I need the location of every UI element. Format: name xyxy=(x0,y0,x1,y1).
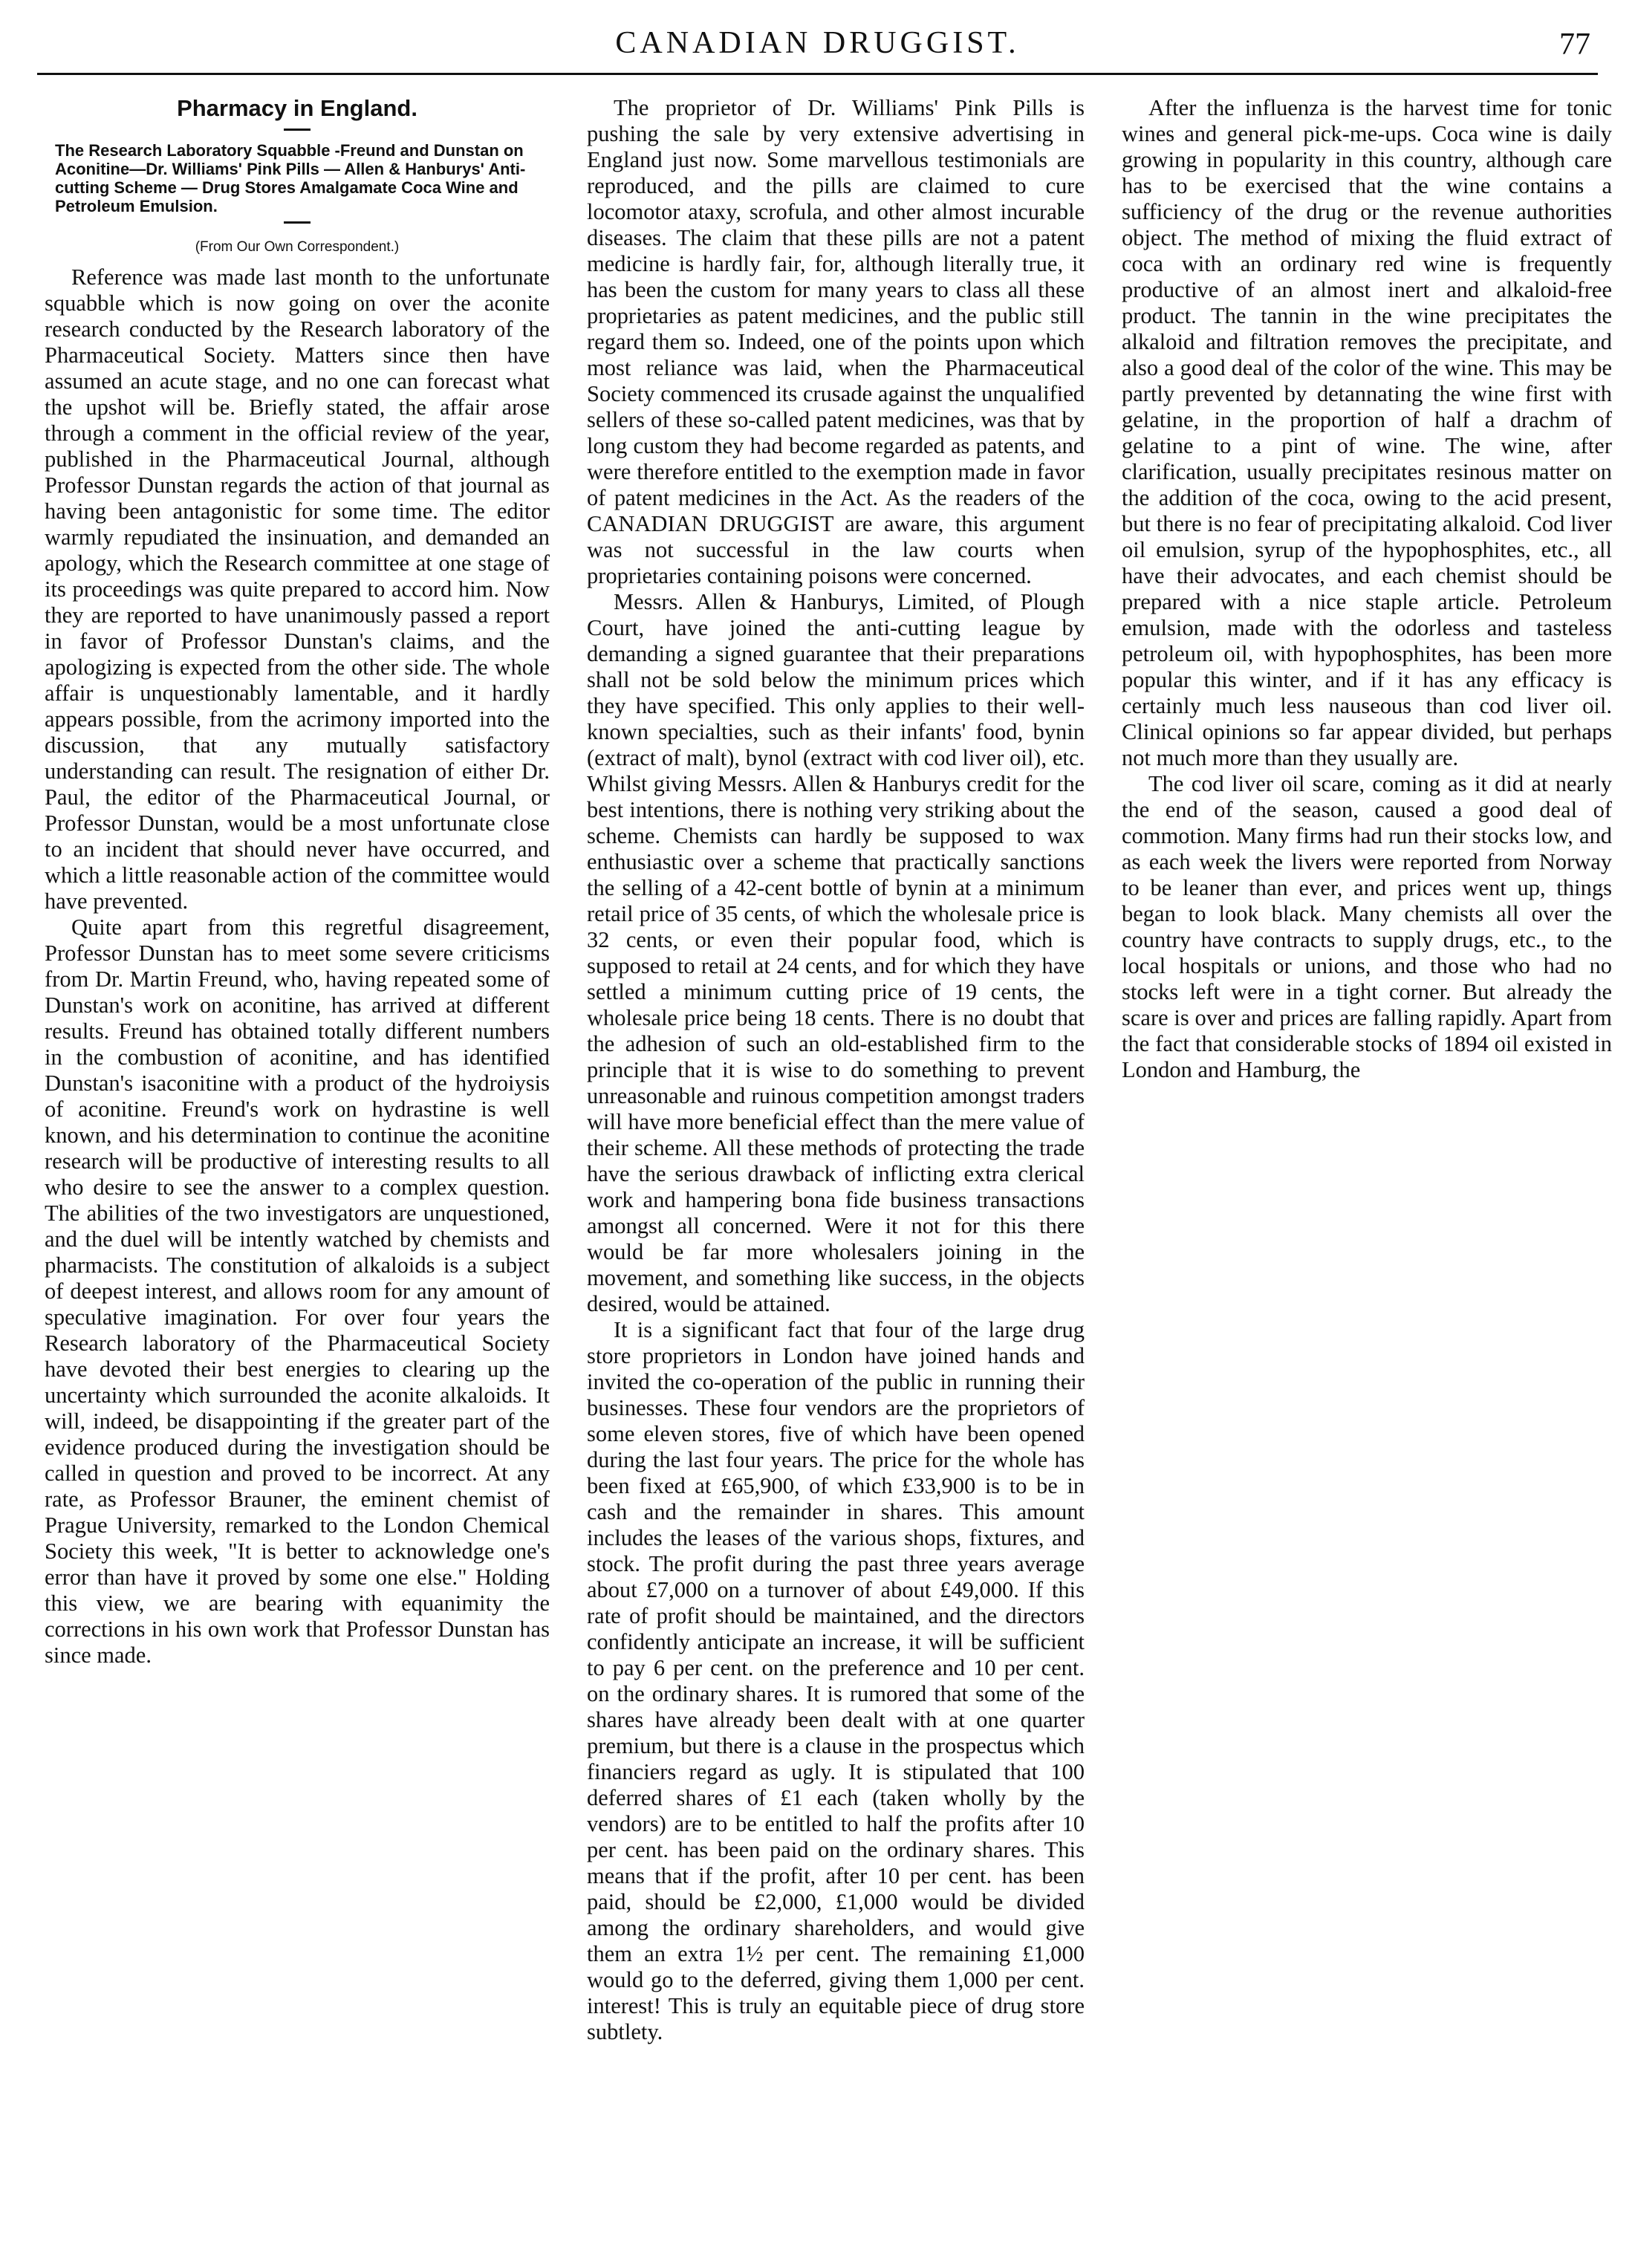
column-2 xyxy=(587,95,1085,2246)
page-number: 77 xyxy=(1559,27,1590,62)
paragraph: It is a significant fact that four of the large drug store proprietors in London have joined hands and invited the co-operation of the public in running their businesses. These four vendors are the proprietors of some eleven stores, five of which have been opened during the last four years. The price for the whole has been fixed at £65,900, of which £33,900 is to be in cash and the remainder in shares. This amount includes the leases of the various shops, fixtures, and stock. The profit during the past three years average about £7,000 on a turnover of about £49,000. If this rate of profit should be maintained, and the directors confidently anticipate an increase, it will be sufficient to pay 6 per cent. on the preference and 10 per cent. on the ordinary shares. It is rumored that some of the shares have already been dealt with at one quarter premium, but there is a clause in the prospectus which financiers regard as ugly. It is stipulated that 100 deferred shares of £1 each (taken wholly by the vendors) are to be entitled to half the profits after 10 per cent. has been paid on the ordinary shares. This means that if the profit, after 10 per cent. has been paid, should be £2,000, £1,000 would be divided among the ordinary shareholders, and would give them an extra 1½ per cent. The remaining £1,000 would go to the deferred, giving them 1,000 per cent. interest! This is truly an equitable piece of drug store subtlety. xyxy=(587,1317,1085,2044)
column-3 xyxy=(1122,95,1612,2246)
paragraph: After the influenza is the harvest time for tonic wines and general pick-me-ups. Coca wine is daily growing in popularity in this country, although care has to be exercised that the wine contains a sufficiency of the drug or the revenue authorities object. The method of mixing the fluid extract of coca with an ordinary red wine is frequently productive of an almost inert and alkaloid-free product. The tannin in the wine precipitates the alkaloid and filtration removes the precipitate, and also a good deal of the color of the wine. This may be partly prevented by detannating the wine first with gelatine, in the proportion of half a drachm of gelatine to a pint of wine. The wine, after clarification, usually precipitates resinous matter on the addition of the coca, owing to the acid present, but there is no fear of precipitating alkaloid. Cod liver oil emulsion, syrup of the hypophosphites, etc., all have their advocates, and each chemist should be prepared with a nice staple article. Petroleum emulsion, made with the odorless and tasteless petroleum oil, with hypophosphites, has been more popular this winter, and if it has any efficacy is certainly much less nauseous than cod liver oil. Clinical opinions so far appear divided, but perhaps not much more than they usually are. xyxy=(1122,95,1612,770)
article-title: Pharmacy in England. xyxy=(177,95,417,121)
paragraph: The proprietor of Dr. Williams' Pink Pills is pushing the sale by very extensive advertising in England just now. Some marvellous testimonials are reproduced, and the pills are claimed to cure locomotor ataxy, scrofula, and other almost incurable diseases. The claim that these pills are not a patent medicine is hardly fair, for, although literally true, it has been the custom for many years to class all these proprietaries as patent medicines, and the public still regard them so. Indeed, one of the points upon which most reliance was laid, when the Pharmaceutical Society commenced its crusade against the unqualified sellers of these so-called patent medicines, was that by long custom they had become regarded as patents, and were therefore entitled to the exemption made in favor of patent medicines in the Act. As the readers of the CANADIAN DRUGGIST are aware, this argument was not successful in the law courts when proprietaries containing poisons were concerned. xyxy=(587,95,1085,588)
divider-rule xyxy=(284,221,311,224)
journal-title: CANADIAN DRUGGIST. xyxy=(615,26,1020,60)
paragraph: The cod liver oil scare, coming as it did at nearly the end of the season, caused a good deal of commotion. Many firms had run their stocks low, and as each week the livers were reported from Norway to be leaner than ever, and prices went up, things began to look black. Many chemists all over the country have contracts to supply drugs, etc., to the local hospitals or unions, and those who had no stocks left were in a tight corner. But already the scare is over and prices are falling rapidly. Apart from the fact that considerable stocks of 1894 oil existed in London and Hamburg, the xyxy=(1122,771,1612,1082)
paragraph: Reference was made last month to the unfortunate squabble which is now going on over the aconite research conducted by the Research laboratory of the Pharmaceutical Society. Matters since then have assumed an acute stage, and no one can forecast what the upshot will be. Briefly stated, the affair arose through a comment in the official review of the year, published in the Pharmaceutical Journal, although Professor Dunstan regards the action of that journal as having been antagonistic for some time. The editor warmly repudiated the insinuation, and demanded an apology, which the Research committee at one stage of its proceedings was quite prepared to accord him. Now they are reported to have unanimously passed a report in favor of Professor Dunstan's claims, and the apologizing is expected from the other side. The whole affair is unquestionably lamentable, and it hardly appears possible, from the acrimony imported into the discussion, that any mutually satisfactory understanding can result. The resignation of either Dr. Paul, the editor of the Pharmaceutical Journal, or Professor Dunstan, would be a most unfortunate close to an incident that should never have occurred, and which a little reasonable action of the committee would have prevented. xyxy=(45,264,550,914)
column-1 xyxy=(45,95,550,2246)
paragraph: Quite apart from this regretful disagreement, Professor Dunstan has to meet some severe criticisms from Dr. Martin Freund, who, having repeated some of Dunstan's work on aconitine, has arrived at different results. Freund has obtained totally different numbers in the combustion of aconitine, and has identified Dunstan's isaconitine with a product of the hydroiysis of aconitine. Freund's work on hydrastine is well known, and his determination to continue the aconitine research will be productive of interesting results to all who desire to see the answer to a complex question. The abilities of the two investigators are unquestioned, and the duel will be intently watched by chemists and pharmacists. The constitution of alkaloids is a subject of deepest interest, and allows room for any amount of speculative imagination. For over four years the Research laboratory of the Pharmaceutical Society have devoted their best energies to clearing up the uncertainty which surrounded the aconite alkaloids. It will, indeed, be disappointing if the greater part of the evidence produced during the investigation should be called in question and proved to be incorrect. At any rate, as Professor Brauner, the eminent chemist of Prague University, remarked to the London Chemical Society this week, "It is better to acknowledge one's error than have it proved by some one else." Holding this view, we are bearing with equanimity the corrections in his own work that Professor Dunstan has since made. xyxy=(45,914,550,1668)
article-subtitle: The Research Laboratory Squabble -Freund and Dunstan on Aconitine—Dr. Williams' Pink Pills — Allen & Hanburys' Anti-cutting Scheme — Drug Stores Amalgamate Coca Wine and Petroleum Emulsion. xyxy=(55,141,526,215)
divider-rule xyxy=(284,129,311,131)
paragraph: Messrs. Allen & Hanburys, Limited, of Plough Court, have joined the anti-cutting league by demanding a signed guarantee that their preparations shall not be sold below the minimum prices which they have specified. This only applies to their well-known specialties, such as their infants' food, bynin (extract of malt), bynol (extract with cod liver oil), etc. Whilst giving Messrs. Allen & Hanburys credit for the best intentions, there is nothing very striking about the scheme. Chemists can hardly be supposed to wax enthusiastic over a scheme that practically sanctions the selling of a 42-cent bottle of bynin at a minimum retail price of 35 cents, of which the wholesale price is 32 cents, or even their popular food, which is supposed to retail at 24 cents, and for which they have settled a minimum cutting price of 19 cents, the wholesale price being 18 cents. There is no doubt that the adhesion of such an old-established firm to the principle that it is wise to do something to prevent unreasonable and ruinous competition amongst traders will have more beneficial effect than the mere value of their scheme. All these methods of protecting the trade have the serious drawback of inflicting extra clerical work and hampering bona fide business transactions amongst all concerned. Were it not for this there would be far more wholesalers joining in the movement, and something like success, in the objects desired, would be attained. xyxy=(587,589,1085,1316)
article-byline: (From Our Own Correspondent.) xyxy=(195,239,400,255)
running-header xyxy=(37,21,1598,75)
